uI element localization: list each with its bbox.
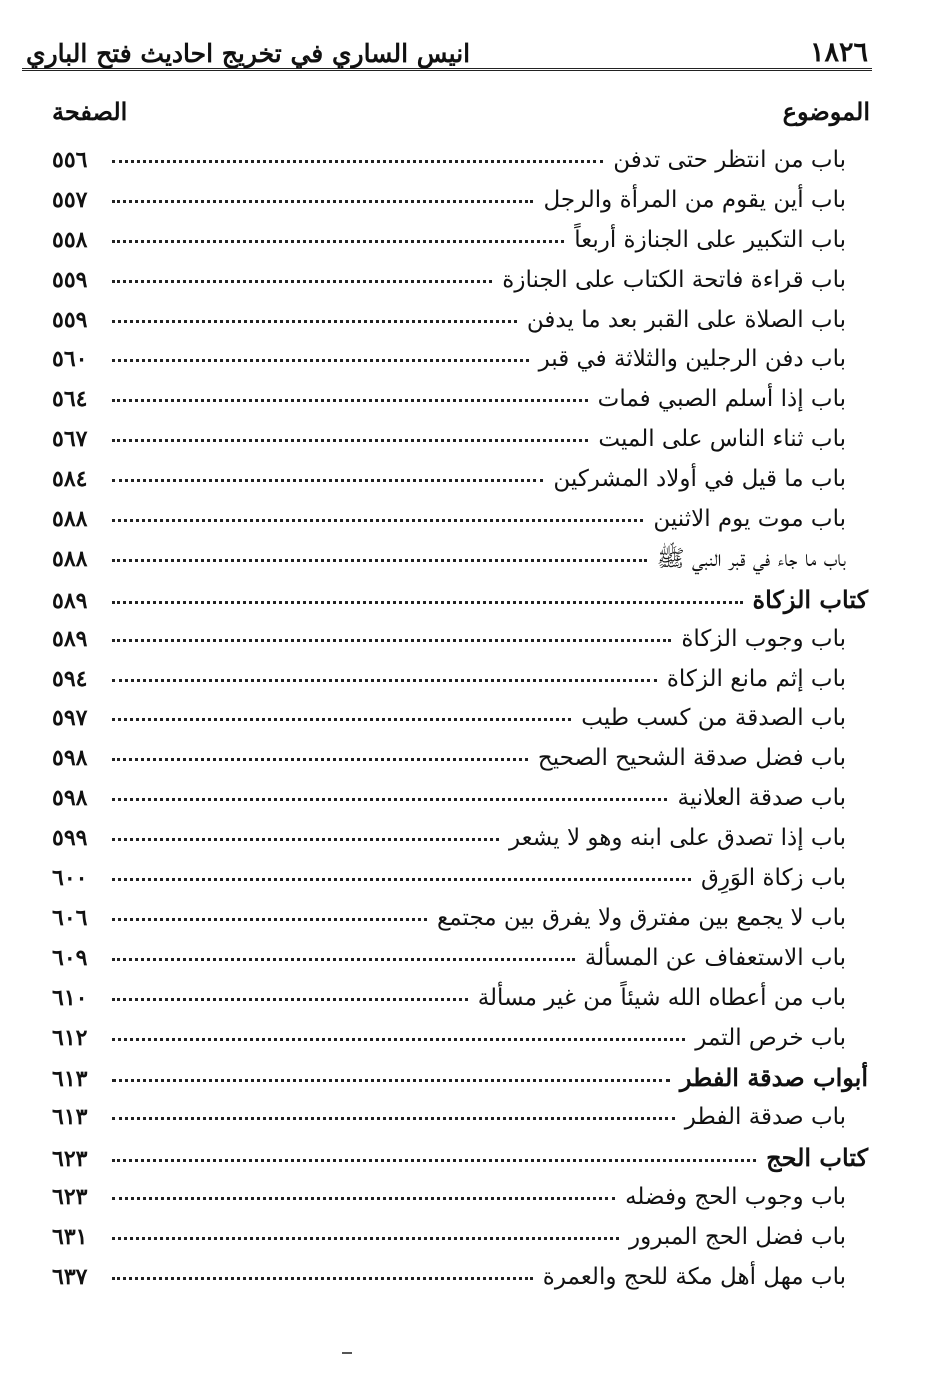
- index-entry: [22, 939, 872, 979]
- dot-leader: [112, 917, 427, 921]
- footer-mark: [342, 1352, 352, 1354]
- dot-leader: [112, 239, 564, 243]
- index-entry: [22, 380, 872, 420]
- entry-title: باب وجوب الزكاة: [681, 625, 846, 652]
- entry-page-number: ٥٩٨: [52, 745, 88, 772]
- dot-leader: [112, 159, 603, 163]
- entry-page-number: ٥٦٤: [52, 386, 88, 413]
- entry-title: باب ثناء الناس على الميت: [598, 426, 846, 453]
- entry-page-number: ٥٨٤: [52, 466, 88, 493]
- entry-page-number: ٥٨٨: [52, 545, 88, 572]
- entry-title: كتاب الحج: [766, 1143, 868, 1173]
- index-entry: [22, 699, 872, 739]
- dot-leader: [112, 600, 743, 604]
- entry-title: باب التكبير على الجنازة أربعاً: [574, 226, 846, 253]
- entry-page-number: ٥٨٨: [52, 506, 88, 533]
- entry-page-number: ٥٩٧: [52, 705, 88, 732]
- dot-leader: [112, 1236, 619, 1240]
- entry-page-number: ٥٥٨: [52, 226, 88, 253]
- index-entry: [22, 859, 872, 899]
- entry-page-number: ٦٠٠: [52, 865, 88, 892]
- dot-leader: [112, 319, 517, 323]
- index-entry: [22, 540, 872, 580]
- entry-title: باب ما قيل في أولاد المشركين: [553, 466, 846, 493]
- entry-page-number: ٥٥٦: [52, 147, 88, 173]
- dot-leader: [112, 997, 468, 1001]
- dot-leader: [112, 757, 528, 761]
- index-entry: [22, 1098, 872, 1138]
- entry-title: باب موت يوم الاثنين: [653, 506, 846, 533]
- entry-page-number: ٦١٣: [52, 1104, 88, 1131]
- dot-leader: [112, 518, 643, 522]
- dot-leader: [112, 678, 657, 682]
- index-entry: [22, 420, 872, 460]
- entry-title: باب أين يقوم من المرأة والرجل: [543, 186, 846, 213]
- entry-title: باب وجوب الحج وفضله: [625, 1184, 846, 1211]
- dot-leader: [112, 1158, 756, 1162]
- dot-leader: [112, 398, 588, 402]
- index-entry: [22, 1019, 872, 1059]
- index-entry: [22, 660, 872, 700]
- index-entry: [22, 819, 872, 859]
- index-section-entry: [22, 1058, 872, 1098]
- entry-title: كتاب الزكاة: [752, 584, 868, 614]
- entry-title: باب إذا أسلم الصبي فمات: [597, 386, 846, 413]
- entry-page-number: ٦١٠: [52, 984, 88, 1011]
- index-entry: [22, 1218, 872, 1258]
- dot-leader: [112, 279, 492, 283]
- index-page: [22, 28, 872, 1358]
- dot-leader: [112, 1078, 670, 1082]
- entry-title: باب خرص التمر: [695, 1024, 846, 1051]
- index-entry: [22, 1178, 872, 1218]
- entry-page-number: ٦٢٣: [52, 1184, 88, 1211]
- dot-leader: [112, 1276, 533, 1280]
- index-entry: [22, 221, 872, 261]
- index-entry: [22, 261, 872, 301]
- entry-title: باب من انتظر حتى تدفن: [613, 147, 846, 173]
- index-entry: [22, 979, 872, 1019]
- page-number: ١٨٢٦: [809, 37, 868, 68]
- dot-leader: [112, 1196, 615, 1200]
- dot-leader: [112, 199, 533, 203]
- entry-title: باب ما جاء في قبر النبي ﷺ: [656, 545, 846, 572]
- index-entry: [22, 301, 872, 341]
- entry-title: باب الصدقة من كسب طيب: [581, 705, 846, 732]
- dot-leader: [112, 1116, 675, 1120]
- entry-page-number: ٦٢٣: [52, 1146, 88, 1173]
- entry-title: باب مهل أهل مكة للحج والعمرة: [542, 1263, 846, 1290]
- entry-page-number: ٥٩٤: [52, 665, 88, 692]
- entry-title: باب قراءة فاتحة الكتاب على الجنازة: [502, 266, 846, 293]
- index-entries: [22, 141, 872, 1298]
- dot-leader: [112, 837, 499, 841]
- entry-page-number: ٥٩٨: [52, 785, 88, 812]
- entry-page-number: ٥٩٩: [52, 825, 88, 852]
- entry-title: باب صدقة الفطر: [684, 1104, 846, 1131]
- dot-leader: [112, 478, 543, 482]
- index-entry: [22, 620, 872, 660]
- entry-page-number: ٦١٣: [52, 1066, 88, 1093]
- entry-page-number: ٥٥٩: [52, 266, 88, 293]
- index-entry: [22, 340, 872, 380]
- index-entry: [22, 779, 872, 819]
- entry-page-number: ٦٣١: [52, 1224, 88, 1251]
- entry-page-number: ٥٨٩: [52, 587, 88, 614]
- index-entry: [22, 500, 872, 540]
- entry-page-number: ٥٦٠: [52, 346, 88, 373]
- entry-title: باب فضل الحج المبرور: [629, 1224, 846, 1251]
- entry-title: باب دفن الرجلين والثلاثة في قبر: [538, 346, 846, 373]
- entry-page-number: ٥٥٩: [52, 306, 88, 333]
- entry-title: باب الاستعفاف عن المسألة: [584, 944, 846, 971]
- index-entry: [22, 460, 872, 500]
- column-headers: [22, 97, 872, 137]
- entry-title: باب فضل صدقة الشحيح الصحيح: [537, 745, 846, 772]
- entry-title: باب زكاة الوَرِق: [700, 865, 846, 892]
- dot-leader: [112, 358, 529, 362]
- page-column-header: الصفحة: [52, 97, 128, 126]
- index-entry: [22, 1258, 872, 1298]
- entry-page-number: ٥٥٧: [52, 186, 88, 213]
- dot-leader: [112, 438, 588, 442]
- entry-title: باب إثم مانع الزكاة: [666, 665, 846, 692]
- entry-page-number: ٦٠٦: [52, 904, 88, 931]
- index-entry: [22, 141, 872, 181]
- book-title: انيس الساري في تخريج احاديث فتح الباري: [26, 39, 471, 68]
- index-entry: [22, 181, 872, 221]
- dot-leader: [112, 717, 571, 721]
- entry-title: باب من أعطاه الله شيئاً من غير مسألة: [477, 984, 846, 1011]
- entry-title: أبواب صدقة الفطر: [679, 1063, 868, 1093]
- dot-leader: [112, 558, 647, 562]
- entry-title: باب الصلاة على القبر بعد ما يدفن: [526, 306, 846, 333]
- entry-title: باب لا يجمع بين مفترق ولا يفرق بين مجتمع: [436, 904, 846, 931]
- dot-leader: [112, 638, 671, 642]
- dot-leader: [112, 957, 575, 961]
- dot-leader: [112, 877, 691, 881]
- dot-leader: [112, 797, 667, 801]
- entry-page-number: ٥٨٩: [52, 625, 88, 652]
- index-section-entry: [22, 580, 872, 620]
- entry-title: باب إذا تصدق على ابنه وهو لا يشعر: [508, 825, 846, 852]
- entry-page-number: ٥٦٧: [52, 426, 88, 453]
- running-header: [22, 28, 872, 71]
- entry-page-number: ٦٠٩: [52, 944, 88, 971]
- index-section-entry: [22, 1138, 872, 1178]
- index-entry: [22, 739, 872, 779]
- dot-leader: [112, 1037, 685, 1041]
- topic-column-header: الموضوع: [782, 97, 870, 126]
- entry-title: باب صدقة العلانية: [677, 785, 846, 812]
- entry-page-number: ٦٣٧: [52, 1263, 88, 1290]
- index-entry: [22, 899, 872, 939]
- entry-page-number: ٦١٢: [52, 1024, 88, 1051]
